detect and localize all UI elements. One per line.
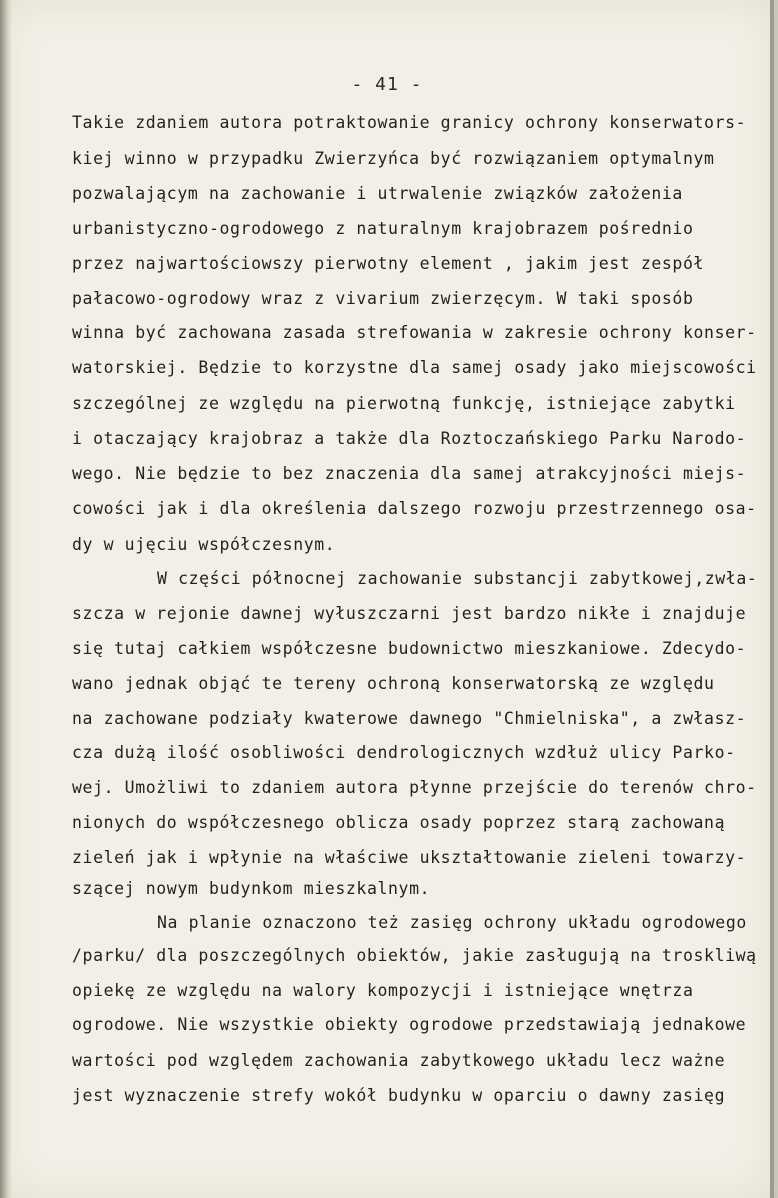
text-line: W części północnej zachowanie substancji zabytkowej,zwła- bbox=[157, 569, 758, 588]
text-line: watorskiej. Będzie to korzystne dla samej osady jako miejscowości bbox=[72, 358, 757, 377]
binding-shadow bbox=[0, 0, 12, 1198]
page-number: - 41 - bbox=[351, 74, 423, 95]
text-line: cza dużą ilość osobliwości dendrologicznych wzdłuż ulicy Parko- bbox=[72, 743, 736, 762]
text-line: nionych do współczesnego oblicza osady poprzez starą zachowaną bbox=[72, 813, 726, 832]
text-line: cowości jak i dla określenia dalszego rozwoju przestrzennego osa- bbox=[72, 499, 757, 518]
text-line: dy w ujęciu współczesnym. bbox=[72, 535, 336, 554]
text-line: ogrodowe. Nie wszystkie obiekty ogrodowe przedstawiają jednakowe bbox=[72, 1015, 747, 1034]
text-line: jest wyznaczenie strefy wokół budynku w oparciu o dawny zasięg bbox=[72, 1086, 726, 1105]
text-line: szczególnej ze względu na pierwotną funkcję, istniejące zabytki bbox=[72, 394, 736, 413]
text-line: Takie zdaniem autora potraktowanie granicy ochrony konserwators- bbox=[72, 113, 747, 132]
text-line: wartości pod względem zachowania zabytkowego układu lecz ważne bbox=[72, 1051, 726, 1070]
text-line: szcza w rejonie dawnej wyłuszczarni jest bardzo nikłe i znajduje bbox=[72, 604, 747, 623]
text-line: pałacowo-ogrodowy wraz z vivarium zwierzęcym. W taki sposób bbox=[72, 289, 694, 308]
text-line: winna być zachowana zasada strefowania w zakresie ochrony konser- bbox=[72, 323, 757, 342]
text-line: Na planie oznaczono też zasięg ochrony układu ogrodowego bbox=[157, 913, 747, 932]
text-line: przez najwartościowszy pierwotny element , jakim jest zespół bbox=[72, 254, 705, 273]
text-line: szącej nowym budynkom mieszkalnym. bbox=[72, 879, 431, 898]
text-line: pozwalającym na zachowanie i utrwalenie związków założenia bbox=[72, 184, 683, 203]
text-line: się tutaj całkiem współczesne budownictwo mieszkaniowe. Zdecydo- bbox=[72, 639, 747, 658]
text-line: /parku/ dla poszczególnych obiektów, jakie zasługują na troskliwą bbox=[72, 946, 757, 965]
text-line: opiekę ze względu na walory kompozycji i istniejące wnętrza bbox=[72, 981, 694, 1000]
page-edge bbox=[770, 0, 774, 1198]
text-line: wego. Nie będzie to bez znaczenia dla samej atrakcyjności miejs- bbox=[72, 464, 747, 483]
text-line: wej. Umożliwi to zdaniem autora płynne przejście do terenów chro- bbox=[72, 778, 757, 797]
text-line: kiej winno w przypadku Zwierzyńca być rozwiązaniem optymalnym bbox=[72, 149, 715, 168]
text-line: wano jednak objąć te tereny ochroną konserwatorską ze względu bbox=[72, 674, 715, 693]
text-line: i otaczający krajobraz a także dla Roztoczańskiego Parku Narodo- bbox=[72, 429, 747, 448]
text-line: zieleń jak i wpłynie na właściwe ukształtowanie zieleni towarzy- bbox=[72, 848, 747, 867]
text-line: urbanistyczno-ogrodowego z naturalnym krajobrazem pośrednio bbox=[72, 219, 694, 238]
text-line: na zachowane podziały kwaterowe dawnego "Chmielniska", a zwłasz- bbox=[72, 709, 747, 728]
